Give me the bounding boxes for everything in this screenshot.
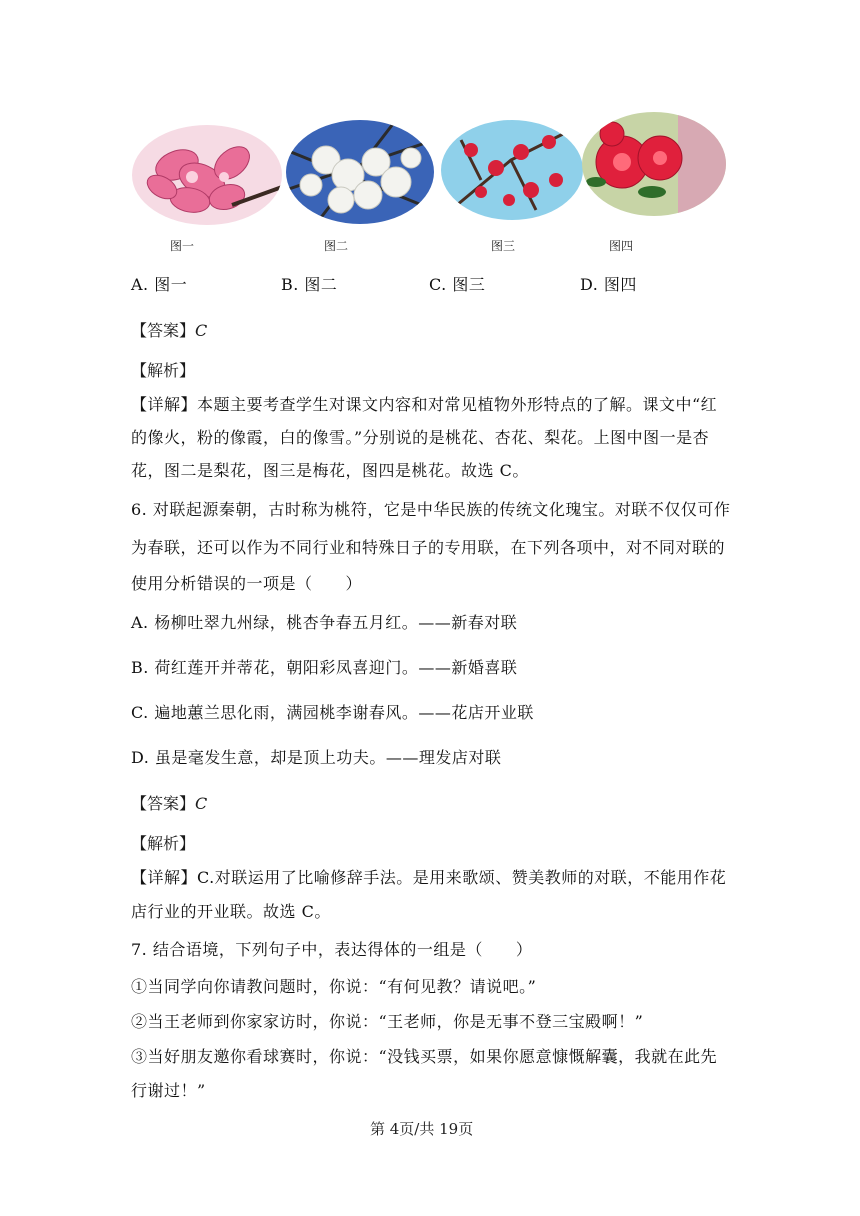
q5-analysis-label: 【解析】 [131, 361, 196, 380]
q5-answer [131, 318, 207, 341]
q6-option-a: A. 杨柳吐翠九州绿，桃杏争春五月红。——新春对联 [131, 613, 518, 632]
q6-stem-line-1: 6. 对联起源秦朝，古时称为桃符，它是中华民族的传统文化瑰宝。对联不仅仅可作 [131, 500, 731, 519]
q7-item-3-line-2: 行谢过！” [131, 1081, 206, 1100]
answer-value: C [195, 321, 208, 340]
figure-caption-1: 图一 [170, 239, 195, 253]
q7-item-3-line-1: ③当好朋友邀你看球赛时，你说：“没钱买票，如果你愿意慷慨解囊，我就在此先 [131, 1047, 718, 1066]
q5-detail-line-1: 【详解】本题主要考查学生对课文内容和对常见植物外形特点的了解。课文中“红 [131, 395, 718, 414]
q7-item-2: ②当王老师到你家家访时，你说：“王老师，你是无事不登三宝殿啊！” [131, 1012, 644, 1031]
page-number: 第 4页/共 19页 [370, 1120, 474, 1138]
flower-photo-3 [441, 120, 583, 220]
q6-stem-line-2: 为春联，还可以作为不同行业和特殊日子的专用联，在下列各项中，对不同对联的 [131, 538, 726, 557]
q6-answer [131, 791, 207, 814]
q7-stem: 7. 结合语境，下列句子中，表达得体的一组是（ ） [131, 940, 533, 959]
figure-caption-4: 图四 [609, 239, 634, 253]
q6-detail-line-1: 【详解】C.对联运用了比喻修辞手法。是用来歌颂、赞美教师的对联，不能用作花 [131, 868, 727, 887]
q7-item-1: ①当同学向你请教问题时，你说：“有何见教？请说吧。” [131, 977, 537, 996]
q5-option-a: A. 图一 [131, 275, 188, 294]
q5-option-b: B. 图二 [281, 275, 338, 294]
flower-photo-1 [132, 125, 282, 225]
q5-option-c: C. 图三 [429, 275, 486, 294]
figure-caption-2: 图二 [324, 239, 349, 253]
q5-detail-line-3: 花，图二是梨花，图三是梅花，图四是桃花。故选 C。 [131, 461, 529, 480]
q6-option-d: D. 虽是毫发生意，却是顶上功夫。——理发店对联 [131, 748, 502, 767]
q6-analysis-label: 【解析】 [131, 834, 196, 853]
q5-option-d: D. 图四 [580, 275, 637, 294]
answer-label: 【答案】 [131, 321, 196, 340]
answer-label: 【答案】 [131, 794, 196, 813]
figure-caption-3: 图三 [491, 239, 516, 253]
flower-photo-4 [582, 112, 726, 216]
q6-option-b: B. 荷红莲开并蒂花，朝阳彩凤喜迎门。——新婚喜联 [131, 658, 518, 677]
q6-option-c: C. 遍地蕙兰思化雨，满园桃李谢春风。——花店开业联 [131, 703, 534, 722]
answer-value: C [195, 794, 208, 813]
q6-detail-line-2: 店行业的开业联。故选 C。 [131, 902, 331, 921]
q5-detail-line-2: 的像火，粉的像霞，白的像雪。”分别说的是桃花、杏花、梨花。上图中图一是杏 [131, 428, 710, 447]
flower-photo-2 [286, 120, 434, 224]
q6-stem-line-3: 使用分析错误的一项是（ ） [131, 574, 363, 593]
